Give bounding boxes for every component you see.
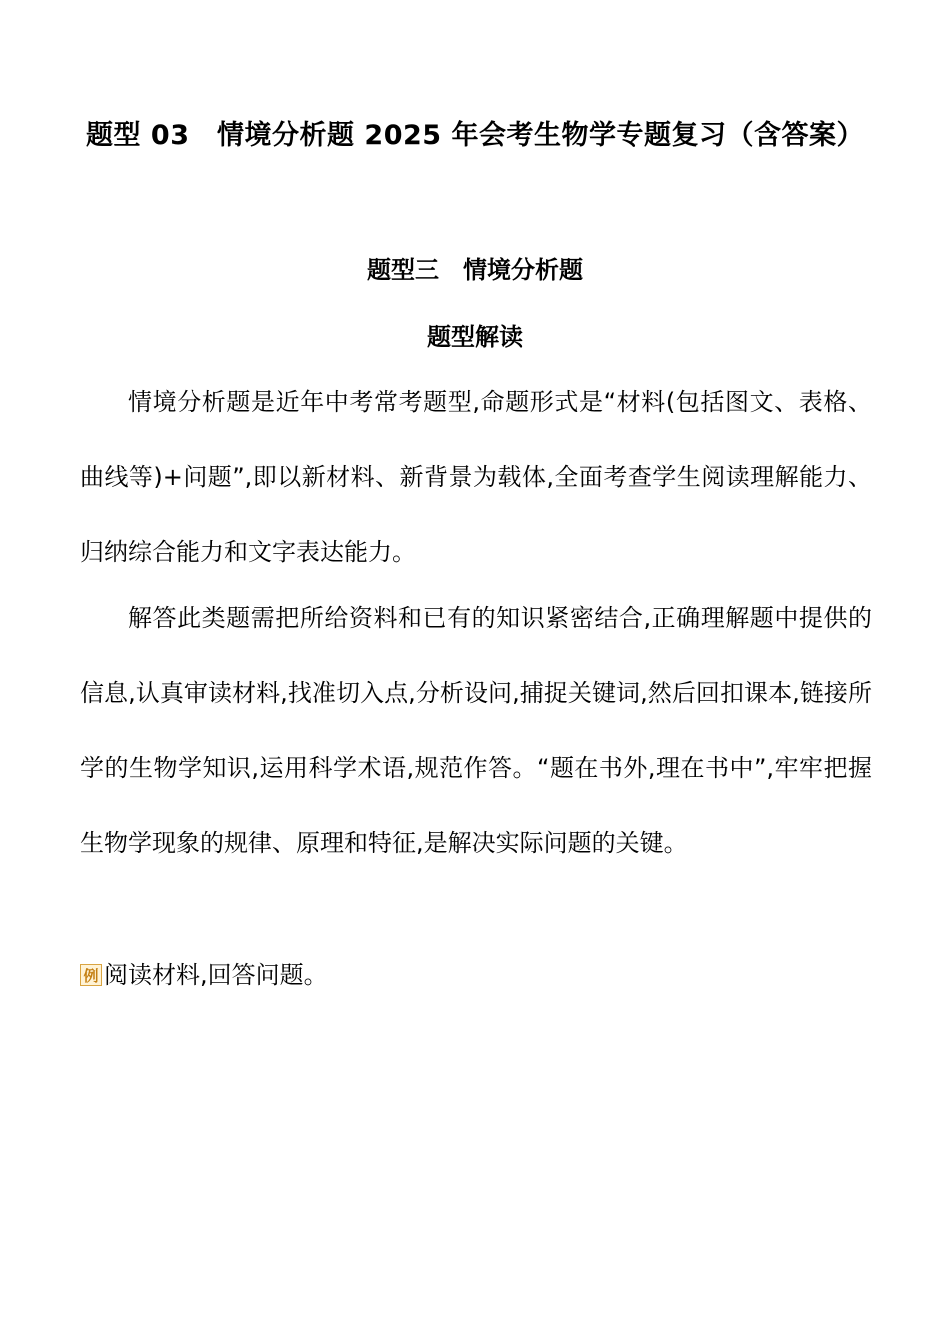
example-badge-icon: 例 (80, 964, 102, 986)
method-paragraph: 解答此类题需把所给资料和已有的知识紧密结合,正确理解题中提供的信息,认真审读材料,找准切入点,分析设问,捕捉关键词,然后回扣课本,链接所学的生物学知识,运用科学术语,规范作答。“题在书外,理在书中”,牢牢把握生物学现象的规律、原理和特征,是解决实际问题的关键。 (80, 604, 872, 857)
section-heading: 题型三 情境分析题 (367, 256, 583, 284)
document-title: 题型 03 情境分析题 2025 年会考生物学专题复习（含答案） (86, 120, 864, 151)
intro-paragraph: 情境分析题是近年中考常考题型,命题形式是“材料(包括图文、表格、曲线等)+问题”,即以新材料、新背景为载体,全面考查学生阅读理解能力、归纳综合能力和文字表达能力。 (80, 388, 872, 566)
subsection-heading: 题型解读 (427, 323, 523, 351)
example-prompt (80, 955, 870, 995)
example-text: 阅读材料,回答问题。 (104, 961, 328, 989)
